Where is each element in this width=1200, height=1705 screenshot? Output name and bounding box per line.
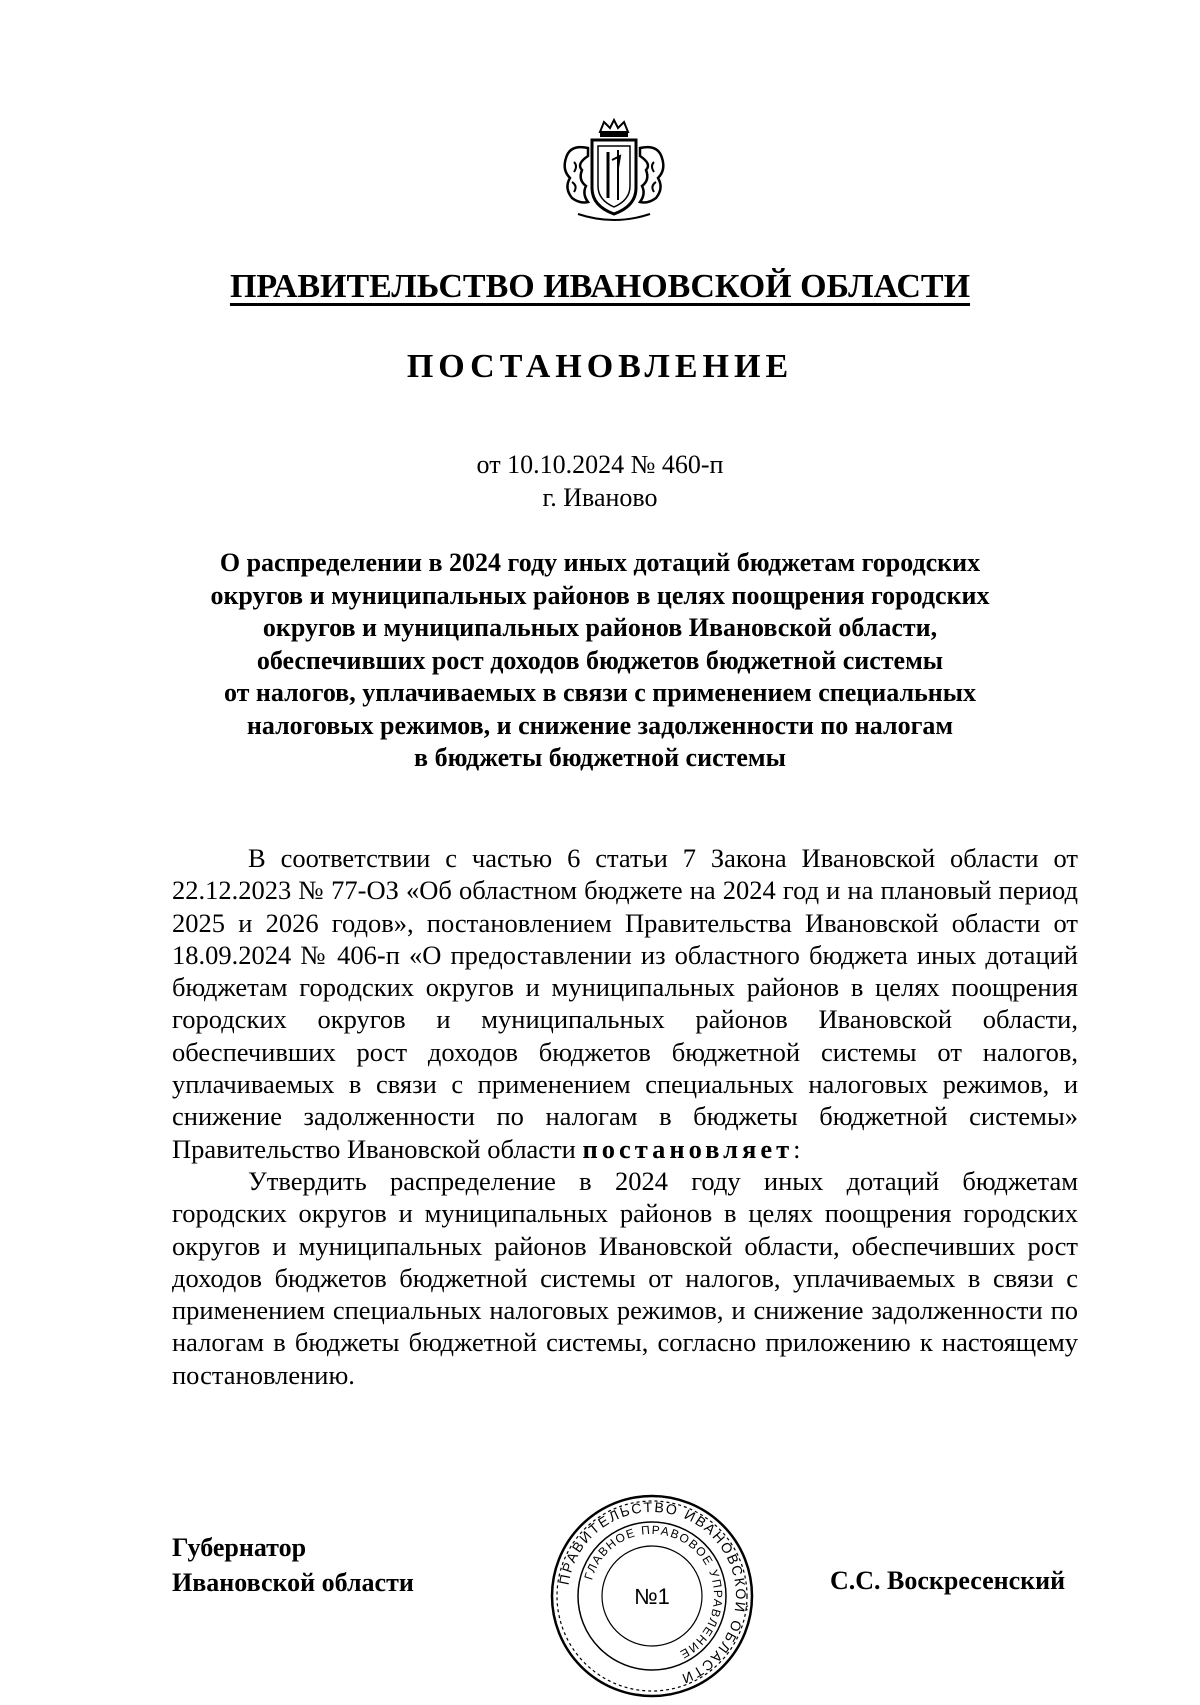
subject-line: округов и муниципальных районов Ивановской области, — [262, 613, 938, 642]
document-city: г. Иваново — [542, 483, 658, 512]
document-date-number: от 10.10.2024 № 460-п — [476, 450, 724, 479]
subject-line: в бюджеты бюджетной системы — [414, 743, 786, 772]
body-paragraph-1 — [172, 842, 1078, 1165]
seal-inner-text: ГЛАВНОЕ ПРАВОВОЕ УПРАВЛЕНИЕ — [581, 1522, 726, 1663]
paragraph-text: В соответствии с частью 6 статьи 7 Закона Ивановской области от 22.12.2023 № 77-ОЗ «Об областном бюджете на 2024 год и на плановый период 2025 и 2026 годов», постановлением Правительства Ивановской области от 18.09.2024 № 406-п «О предоставлении из областного бюджета иных дотаций бюджетам городских округов и муниципальных районов в целях поощрения городских округов и муниципальных районов Ивановской области, обеспечивших рост доходов бюджетов бюджетной системы от налогов, уплачиваемых в связи с применением специальных налоговых режимов, и снижение задолженности по налогам в бюджеты бюджетной системы» Правительство Ивановской области — [172, 843, 1078, 1164]
organization-title — [0, 268, 1200, 306]
subject-line: О распределении в 2024 году иных дотаций бюджетам городских — [219, 548, 981, 577]
official-seal — [548, 1492, 756, 1700]
document-type: ПОСТАНОВЛЕНИЕ — [406, 348, 794, 385]
document-body — [172, 842, 1078, 1391]
body-paragraph-2: Утвердить распределение в 2024 году иных дотаций бюджетам городских округов и муниципальных районов в целях поощрения городских округов и муниципальных районов Ивановской области, обеспечивших рост доходов бюджетов бюджетной системы от налогов, уплачиваемых в связи с применением специальных налоговых режимов, и снижение задолженности по налогам в бюджеты бюджетной системы, согласно приложению к настоящему постановлению. — [172, 1165, 1078, 1390]
decree-word: постановляет — [582, 1133, 794, 1164]
signatory-title-line-1: Губернатор — [172, 1533, 307, 1562]
subject-line: от налогов, уплачиваемых в связи с применением специальных — [223, 678, 977, 707]
document-subject — [150, 547, 1050, 775]
coat-of-arms-icon — [548, 118, 680, 226]
subject-line: налоговых режимов, и снижение задолженности по налогам — [246, 710, 954, 740]
seal-number: №1 — [634, 1584, 670, 1609]
subject-line: округов и муниципальных районов в целях поощрения городских — [210, 580, 990, 610]
signatory-title-line-2: Ивановской области — [172, 1568, 414, 1597]
organization-name: ПРАВИТЕЛЬСТВО ИВАНОВСКОЙ ОБЛАСТИ — [229, 268, 971, 305]
seal-outer-text: ПРАВИТЕЛЬСТВО ИВАНОВСКОЙ ОБЛАСТИ — [555, 1498, 750, 1688]
signatory-name: С.С. Воскресенский — [830, 1566, 1066, 1595]
subject-line: обеспечивших рост доходов бюджетов бюджетной системы — [256, 645, 944, 675]
signatory-title — [172, 1530, 414, 1600]
decree-colon: : — [793, 1133, 801, 1164]
